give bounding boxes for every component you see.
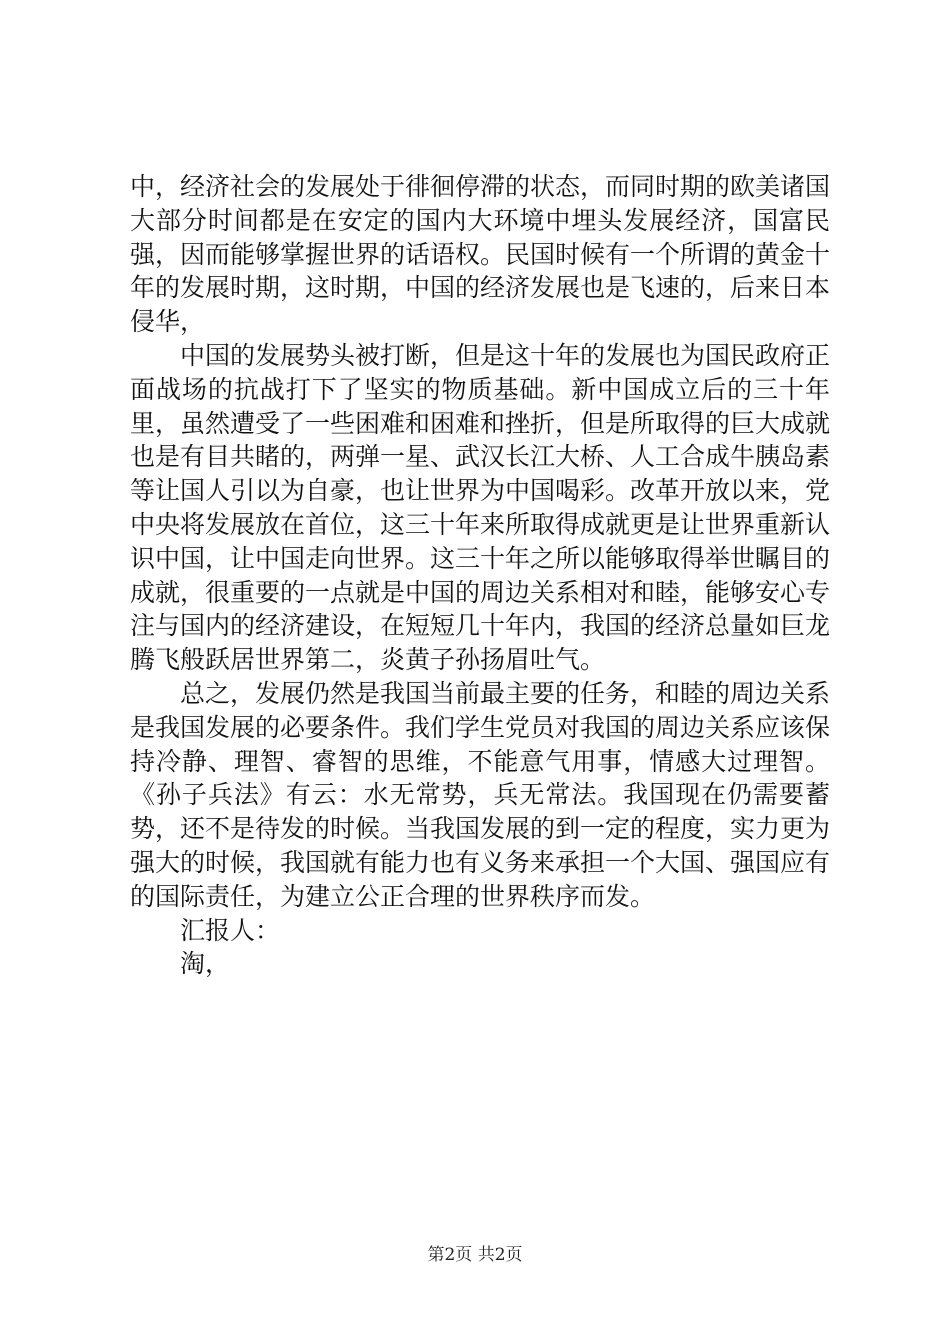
page-number: 第2页 共2页 xyxy=(427,1245,523,1265)
paragraph-development: 中国的发展势头被打断，但是这十年的发展也为国民政府正面战场的抗战打下了坚实的物质基础。新中国成立后的三十年里，虽然遭受了一些困难和困难和挫折，但是所取得的巨大成就也是有目共睹的，两弹一星、武汉长江大桥、人工合成牛胰岛素等让国人引以为自豪，也让世界为中国喝彩。改革开放以来，党中央将发展放在首位，这三十年来所取得成就更是让世界重新认识中国，让中国走向世界。这三十年之所以能够取得举世瞩目的成就，很重要的一点就是中国的周边关系相对和睦，能够安心专注与国内的经济建设，在短短几十年内，我国的经济总量如巨龙腾飞般跃居世界第二，炎黄子孙扬眉吐气。 xyxy=(130,340,831,675)
signature-label: 汇报人： xyxy=(180,915,281,945)
signature-name: 淘， xyxy=(180,949,231,979)
page-footer xyxy=(0,1244,950,1266)
document-body xyxy=(130,170,830,981)
paragraph-continued: 中，经济社会的发展处于徘徊停滞的状态，而同时期的欧美诸国大部分时间都是在安定的国内大环境中埋头发展经济，国富民强，因而能够掌握世界的话语权。民国时候有一个所谓的黄金十年的发展时期，这时期，中国的经济发展也是飞速的，后来日本侵华， xyxy=(130,172,831,337)
paragraph-conclusion: 总之，发展仍然是我国当前最主要的任务，和睦的周边关系是我国发展的必要条件。我们学生党员对我国的周边关系应该保持冷静、理智、睿智的思维，不能意气用事，情感大过理智。《孙子兵法》有云：水无常势，兵无常法。我国现在仍需要蓄势，还不是待发的时候。当我国发展的到一定的程度，实力更为强大的时候，我国就有能力也有义务来承担一个大国、强国应有的国际责任，为建立公正合理的世界秩序而发。 xyxy=(130,678,831,911)
